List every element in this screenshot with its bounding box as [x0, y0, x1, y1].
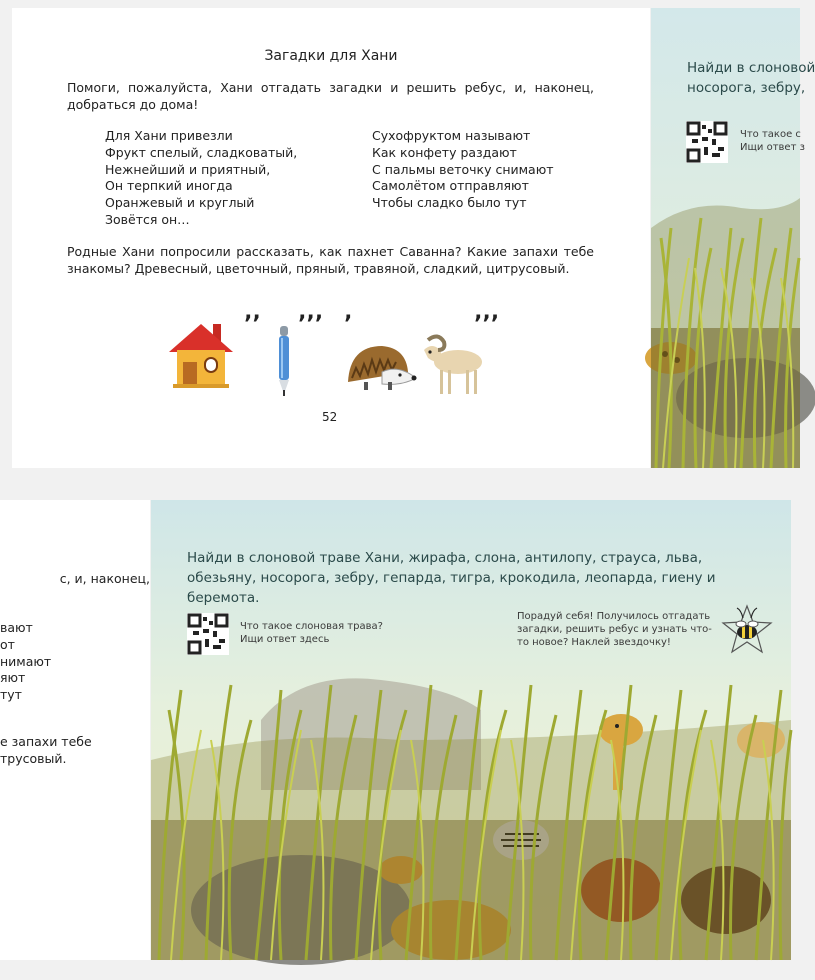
hedgehog-icon: [342, 338, 418, 394]
riddle-line: тут: [0, 687, 22, 703]
page-title: Загадки для Хани: [264, 48, 398, 64]
qr-caption-fragment: [740, 128, 805, 154]
qr-code-icon: [187, 613, 229, 655]
top-left-page: [12, 8, 650, 468]
qr-line: Что такое слоновая трава?: [240, 621, 383, 632]
riddle-line: С пальмы веточку снимают: [372, 161, 554, 177]
riddle-right: [372, 128, 554, 212]
riddle-line: Как конфету раздают: [372, 144, 517, 160]
riddle-line: нимают: [0, 653, 52, 669]
riddle-line: Для Хани привезли: [105, 128, 233, 143]
qr-code-icon: [686, 121, 728, 163]
text-fragment: с, и, наконец,: [59, 571, 150, 586]
text-fragment: [0, 734, 150, 768]
riddle-line: Зовётся он…: [105, 211, 190, 227]
apostrophe-mark: ’: [344, 312, 353, 337]
qr-caption: [240, 620, 383, 646]
text-line: трусовый.: [0, 750, 67, 766]
text-line: е запахи тебе: [0, 734, 92, 749]
bee-star-icon: [719, 602, 775, 658]
qr-line: Ищи ответ з: [740, 142, 805, 153]
riddle-line: от: [0, 636, 15, 652]
riddle-line: Сухофруктом называют: [372, 128, 531, 143]
savanna-illustration: [651, 188, 800, 468]
riddle-line: Он терпкий иногда: [105, 178, 233, 194]
riddle-line: Нежнейший и приятный,: [105, 161, 271, 177]
text-fragment: [0, 620, 150, 704]
riddle-left: [105, 128, 297, 229]
bottom-right-page: [151, 500, 791, 960]
find-line: носорога, зебру,: [687, 80, 806, 96]
apostrophe-mark: ’’’: [298, 312, 324, 337]
bottom-left-page: [0, 500, 150, 960]
riddle-line: Чтобы сладко было тут: [372, 195, 527, 211]
intro-paragraph: Помоги, пожалуйста, Хани отгадать загадки и решить ребус, и, наконец, добраться до дома!: [67, 80, 594, 112]
find-text-fragment: [687, 58, 815, 98]
page-number: 52: [322, 410, 338, 424]
find-animals-text: Найди в слоновой траве Хани, жирафа, слона, антилопу, страуса, льва, обезьяну, носорога, зебру, гепарда, тигра, крокодила, леопарда, гиену и беремота.: [187, 550, 716, 606]
reward-text: Порадуй себя! Получилось отгадать загадки, решить ребус и узнать что-то новое? Наклей звездочку!: [517, 611, 712, 648]
top-right-page: [651, 8, 815, 468]
apostrophe-mark: ’’: [244, 312, 261, 337]
qr-line: Что такое с: [740, 129, 801, 140]
find-line: Найди в слоновой: [687, 60, 815, 76]
apostrophe-mark: ’’’: [474, 312, 500, 337]
qr-line: Ищи ответ здесь: [240, 634, 330, 645]
pen-icon: [276, 326, 292, 398]
riddle-line: вают: [0, 620, 33, 635]
ram-icon: [414, 328, 492, 400]
riddle-line: яют: [0, 670, 26, 686]
smell-question: Родные Хани попросили рассказать, как пахнет Саванна? Какие запахи тебе знакомы? Древесный, цветочный, пряный, травяной, сладкий, цитрусовый.: [67, 244, 594, 276]
riddle-line: Фрукт спелый, сладковатый,: [105, 144, 298, 160]
rebus: [162, 308, 502, 398]
savanna-illustration: [151, 670, 791, 960]
riddle-line: Оранжевый и круглый: [105, 195, 255, 211]
house-icon: [165, 318, 237, 390]
riddle-line: Самолётом отправляют: [372, 178, 529, 194]
